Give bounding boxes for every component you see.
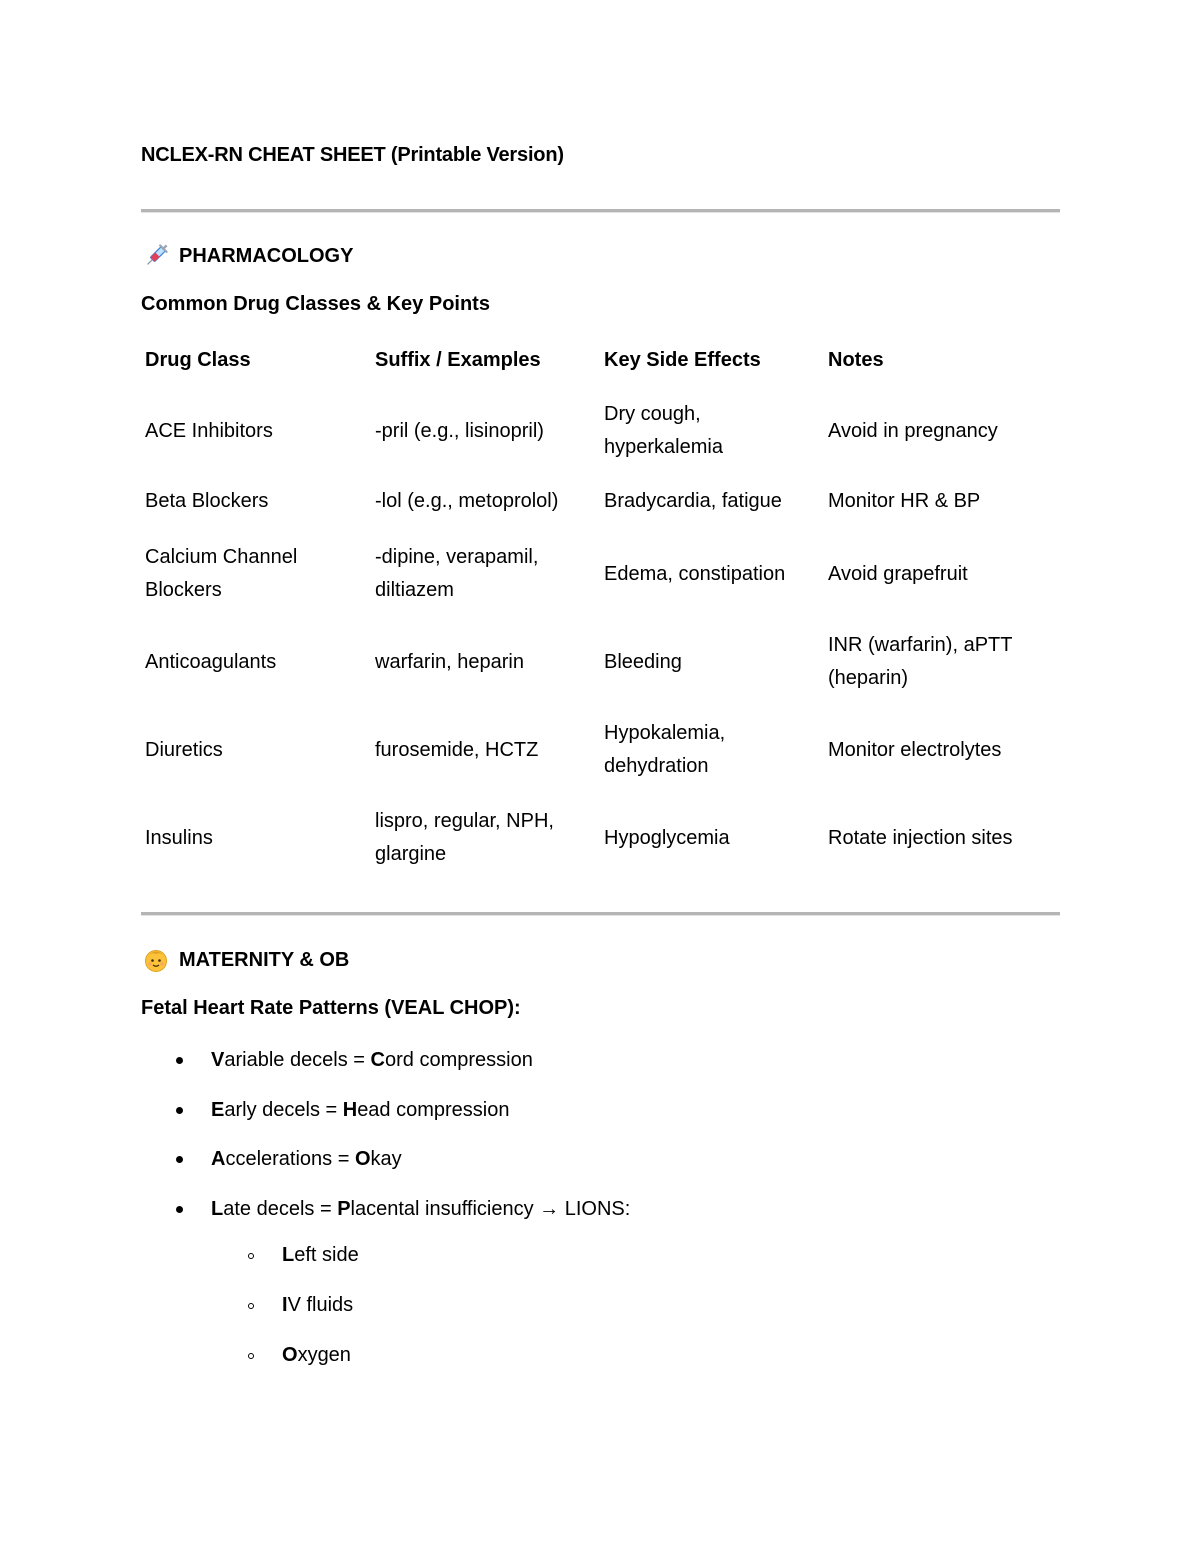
pharmacology-heading: [143, 243, 353, 269]
drug-class-cell: Anticoagulants: [145, 650, 277, 673]
side-effects-cell: Bleeding: [604, 650, 682, 673]
drug-classes-table: [141, 330, 1056, 882]
drug-classes-subheading: Common Drug Classes & Key Points: [141, 293, 490, 315]
list-item: Early decels = Head compression: [0, 1092, 630, 1142]
drug-class-cell: Insulins: [145, 826, 213, 849]
list-item: Accelerations = Okay: [0, 1141, 630, 1191]
veal-chop-list: [0, 1042, 630, 1240]
column-header-notes: Notes: [828, 348, 884, 371]
horizontal-divider: [141, 209, 1060, 213]
examples-cell: lispro, regular, NPH, glargine: [375, 810, 554, 865]
list-item: Oxygen: [0, 1338, 359, 1388]
table-row: [141, 618, 1056, 706]
table-row: [141, 706, 1056, 794]
pharmacology-heading-text: PHARMACOLOGY: [179, 244, 354, 267]
examples-cell: warfarin, heparin: [375, 650, 524, 673]
notes-cell: Monitor HR & BP: [828, 489, 981, 512]
side-effects-cell: Hypokalemia, dehydration: [604, 722, 726, 777]
side-effects-cell: Bradycardia, fatigue: [604, 489, 782, 512]
drug-class-cell: Calcium Channel Blockers: [145, 546, 298, 601]
notes-cell: Avoid grapefruit: [828, 562, 968, 585]
side-effects-cell: Edema, constipation: [604, 562, 786, 585]
drug-class-cell: ACE Inhibitors: [145, 419, 273, 442]
baby-icon: [143, 947, 169, 973]
drug-class-cell: Diuretics: [145, 738, 223, 761]
examples-cell: -dipine, verapamil, diltiazem: [375, 546, 539, 601]
list-item: Late decels = Placental insufficiency → LIONS:: [0, 1191, 630, 1241]
side-effects-cell: Hypoglycemia: [604, 826, 730, 849]
column-header-drug-class: Drug Class: [145, 348, 251, 371]
notes-cell: INR (warfarin), aPTT (heparin): [828, 634, 1013, 689]
fhr-patterns-subheading: Fetal Heart Rate Patterns (VEAL CHOP):: [141, 997, 521, 1019]
notes-cell: Monitor electrolytes: [828, 738, 1002, 761]
notes-cell: Rotate injection sites: [828, 826, 1013, 849]
drug-class-cell: Beta Blockers: [145, 489, 269, 512]
table-row: [141, 472, 1056, 530]
side-effects-cell: Dry cough, hyperkalemia: [604, 403, 723, 458]
list-item: Left side: [0, 1238, 359, 1288]
page-title: NCLEX-RN CHEAT SHEET (Printable Version): [141, 144, 564, 166]
syringe-icon: [143, 243, 169, 269]
table-header-row: [141, 330, 1056, 390]
table-row: [141, 530, 1056, 618]
list-item: Variable decels = Cord compression: [0, 1042, 630, 1092]
maternity-heading-text: MATERNITY & OB: [179, 948, 350, 971]
examples-cell: -pril (e.g., lisinopril): [375, 419, 544, 442]
column-header-side-effects: Key Side Effects: [604, 348, 761, 371]
notes-cell: Avoid in pregnancy: [828, 419, 998, 442]
table-row: [141, 390, 1056, 472]
maternity-heading: [143, 947, 349, 973]
table-row: [141, 794, 1056, 882]
examples-cell: furosemide, HCTZ: [375, 738, 539, 761]
horizontal-divider: [141, 912, 1060, 916]
lions-list: [0, 1238, 359, 1388]
list-item: IV fluids: [0, 1288, 359, 1338]
examples-cell: -lol (e.g., metoprolol): [375, 489, 559, 512]
column-header-examples: Suffix / Examples: [375, 348, 541, 371]
